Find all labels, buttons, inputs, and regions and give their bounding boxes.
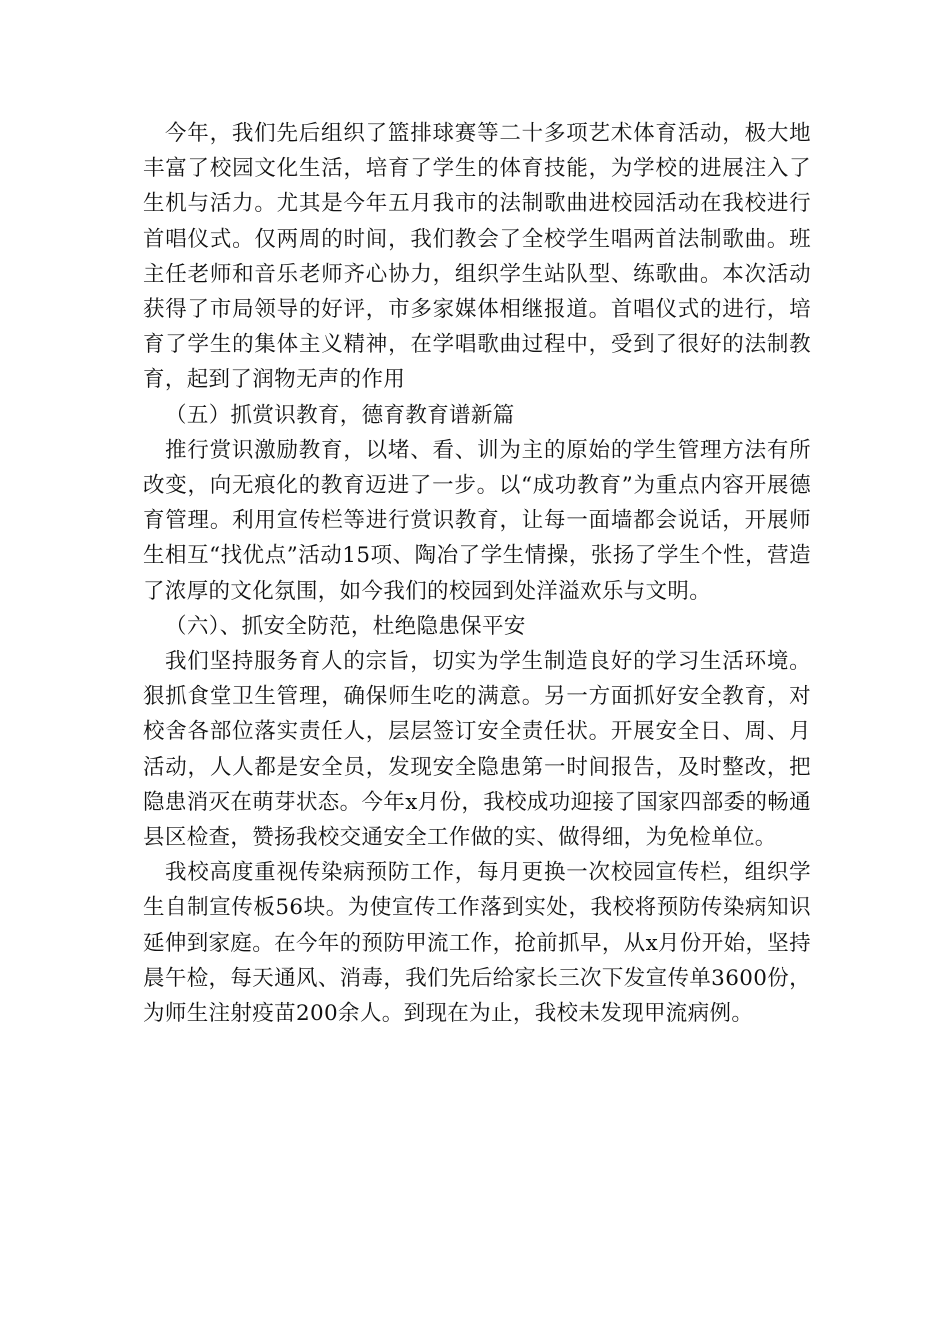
paragraph-appreciation-education: 推行赏识激励教育，以堵、看、训为主的原始的学生管理方法有所改变，向无痕化的教育迈进了一步。以“成功教育”为重点内容开展德育管理。利用宣传栏等进行赏识教育，让每一面墙都会说话，开展师生相互“找优点”活动15项、陶冶了学生情操，张扬了学生个性，营造了浓厚的文化氛围，如今我们的校园到处洋溢欢乐与文明。 — [143, 437, 811, 604]
section-heading-5: （五）抓赏识教育，德育教育谱新篇 — [165, 402, 515, 428]
section-heading-6: （六）、抓安全防范，杜绝隐患保平安 — [165, 613, 526, 639]
paragraph-disease-prevention: 我校高度重视传染病预防工作，每月更换一次校园宣传栏，组织学生自制宣传板56块。为使宣传工作落到实处，我校将预防传染病知识延伸到家庭。在今年的预防甲流工作，抢前抓早，从x月份开始，坚持晨午检，每天通风、消毒，我们先后给家长三次下发宣传单3600份，为师生注射疫苗200余人。到现在为止，我校未发现甲流病例。 — [143, 860, 811, 1027]
paragraph-arts-sports: 今年，我们先后组织了篮排球赛等二十多项艺术体育活动，极大地丰富了校园文化生活，培育了学生的体育技能，为学校的进展注入了生机与活力。尤其是今年五月我市的法制歌曲进校园活动在我校进行首唱仪式。仅两周的时间，我们教会了全校学生唱两首法制歌曲。班主任老师和音乐老师齐心协力，组织学生站队型、练歌曲。本次活动获得了市局领导的好评，市多家媒体相继报道。首唱仪式的进行，培育了学生的集体主义精神，在学唱歌曲过程中，受到了很好的法制教育，起到了润物无声的作用 — [143, 121, 811, 393]
document-body — [143, 116, 811, 1031]
paragraph-safety: 我们坚持服务育人的宗旨，切实为学生制造良好的学习生活环境。狠抓食堂卫生管理，确保师生吃的满意。另一方面抓好安全教育，对校舍各部位落实责任人，层层签订安全责任状。开展安全日、周、月活动，人人都是安全员，发现安全隐患第一时间报告，及时整改，把隐患消灭在萌芽状态。今年x月份，我校成功迎接了国家四部委的畅通县区检查，赞扬我校交通安全工作做的实、做得细，为免检单位。 — [143, 649, 811, 851]
